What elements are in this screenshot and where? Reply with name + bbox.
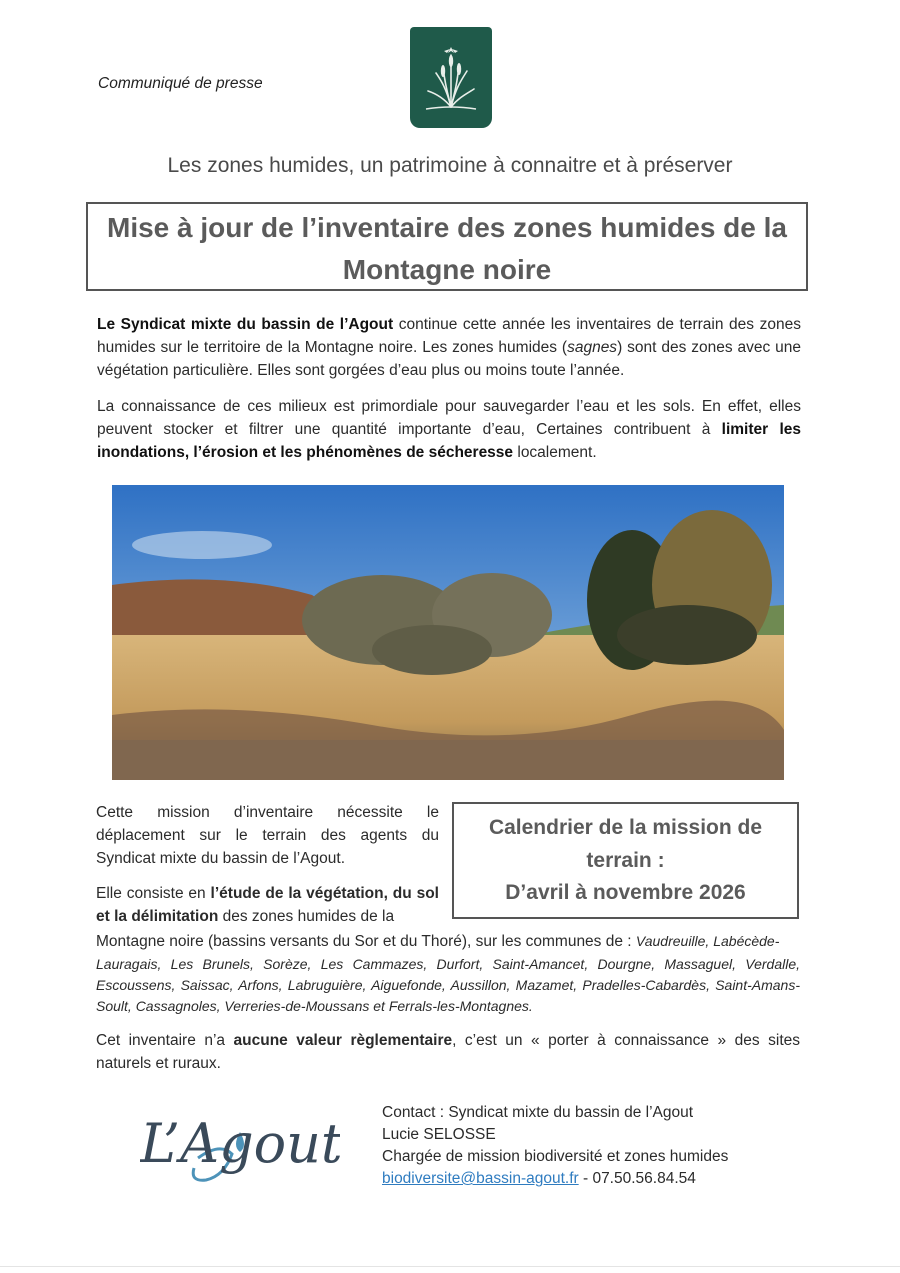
contact-email-line [382,1168,728,1190]
communes-first: Vaudreuille, Labécède- [635,933,780,949]
contact-block [382,1102,728,1190]
contact-name: Lucie SELOSSE [382,1126,496,1143]
closing-text-1: Cet inventaire n’a [96,1032,234,1049]
knowledge-text-2: localement. [513,444,597,461]
press-release-label: Communiqué de presse [98,75,263,92]
intro-org: Le Syndicat mixte du bassin de l’Agout [97,316,394,333]
contact-phone: - 07.50.56.84.54 [578,1170,696,1187]
knowledge-bold: limiter les inondations, l’érosion et les phénomènes de sécheresse [97,421,801,461]
mission-paragraph-2 [96,882,439,928]
subtitle: Les zones humides, un patrimoine à connaitre et à préserver [167,154,733,177]
wetland-photo [112,485,784,780]
knowledge-text-1: La connaissance de ces milieux est primordiale pour sauvegarder l’eau et les sols. En effet, elles peuvent stocker et filtrer une quantité importante d’eau, Certaines contribuent à [97,398,801,438]
intro-text-2: ) sont des zones avec une végétation particulière. Elles sont gorgées d’eau plus ou moins toute l’année. [97,339,801,379]
closing-text-2: , c’est un « porter à connaissance » des sites naturels et ruraux. [96,1032,800,1072]
title-line-1: Mise à jour de l’inventaire des zones humides de la [107,212,787,243]
agout-logo-text: L’Agout [140,1112,340,1175]
reed-plant-icon [410,27,492,128]
page-title [88,204,806,291]
mission-paragraph-1: Cette mission d’inventaire nécessite le déplacement sur le terrain des agents du Syndicat mixte du bassin de l’Agout. [96,804,439,867]
mission-text-a: Elle consiste en [96,885,211,902]
intro-paragraph [97,313,801,382]
contact-line-1: Contact : Syndicat mixte du bassin de l’Agout [382,1104,694,1121]
communes-intro: Montagne noire (bassins versants du Sor et du Thoré), sur les communes de : [96,933,636,950]
intro-text-1: continue cette année les inventaires de terrain des zones humides sur le territoire de la Montagne noire. Les zones humides ( [97,316,801,356]
mission-bold: l’étude de la végétation, du sol et la délimitation [96,885,439,925]
mission-text-b: des zones humides de la [218,908,395,925]
contact-email-link[interactable]: biodiversite@bassin-agout.fr [382,1170,579,1187]
calendar-box [452,802,799,919]
communes-list: Lauragais, Les Brunels, Sorèze, Les Cammazes, Durfort, Saint-Amancet, Dourgne, Massaguel, Verdalle, Escoussens, Saissac, Arfons, Labruguière, Aiguefonde, Aussillon, Mazamet, Pradelles-Cabardès, Saint-Amans-Soult, Cassagnoles, Verreries-de-Moussans et Ferrals-les-Montagnes. [96,956,800,1014]
agout-logo [140,1102,340,1190]
closing-bold: aucune valeur règlementaire [233,1032,453,1049]
contact-role: Chargée de mission biodiversité et zones humides [382,1148,729,1165]
closing-paragraph [96,1029,800,1075]
agout-logo-graphic [140,1102,340,1190]
calendar-line-1: Calendrier de la mission de [488,816,763,839]
title-line-2: Montagne noire [342,254,552,285]
knowledge-paragraph [97,395,801,464]
calendar-line-2: terrain : [586,848,665,872]
organization-logo [410,27,492,128]
calendar-line-3: D’avril à novembre 2026 [505,881,746,904]
communes-intro-line [96,930,800,953]
title-box [86,202,808,291]
intro-sagnes: sagnes [567,339,618,356]
page-bottom-divider [0,1266,900,1267]
